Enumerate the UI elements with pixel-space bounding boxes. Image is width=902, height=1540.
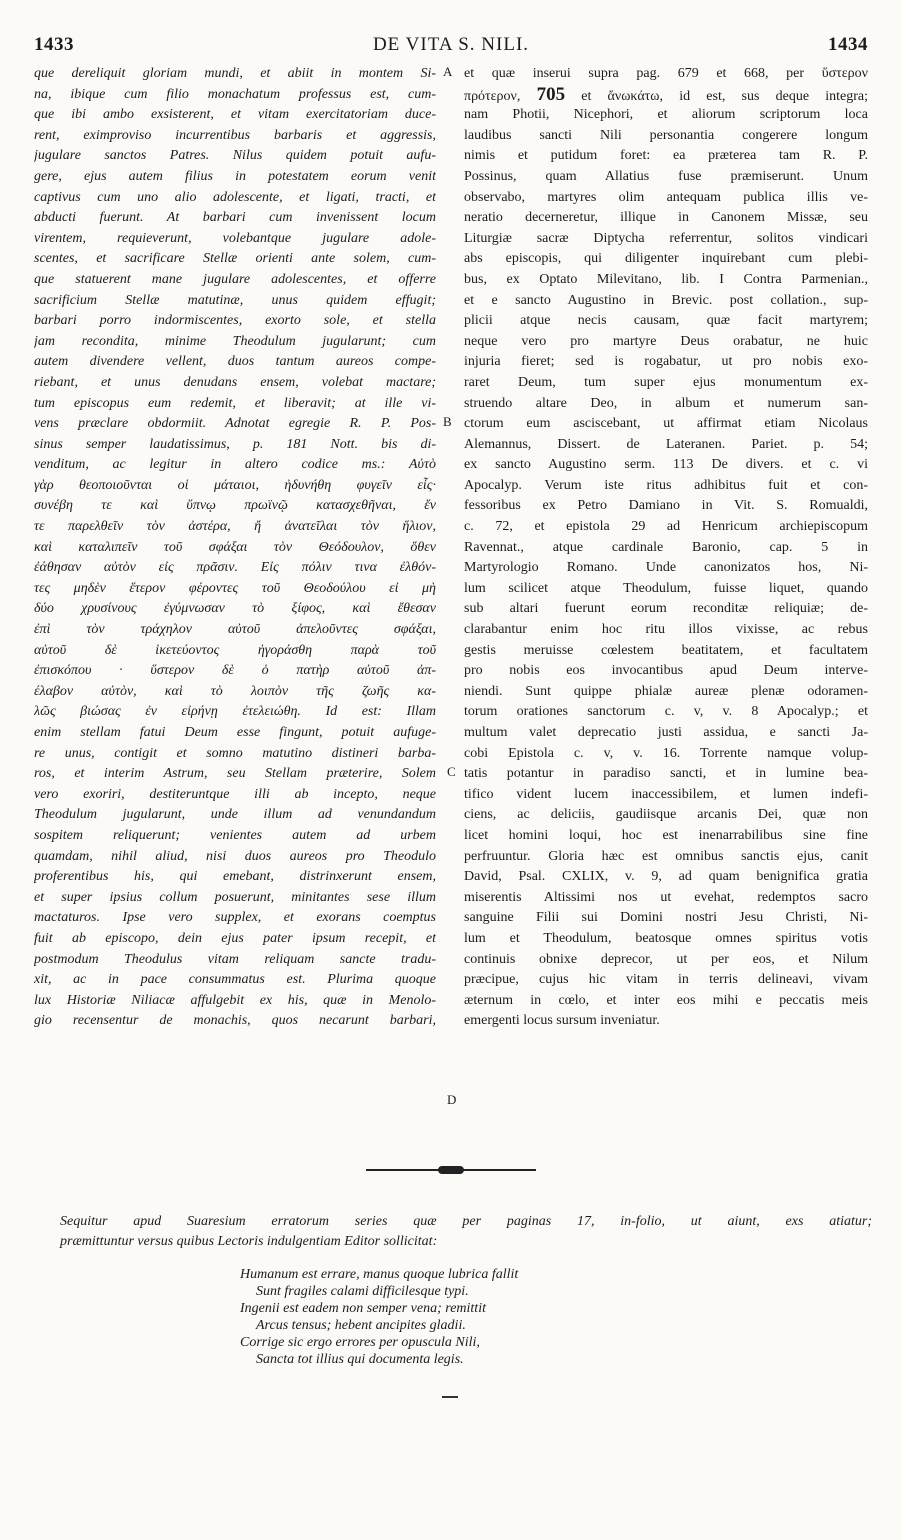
right-column-line: nimis et putidum foret: ea præterea tam R. P.	[464, 148, 868, 164]
left-column-line: na, ibique cum filio monachatum professus est, cum-	[34, 86, 436, 102]
right-column-line: cobi Epistola c. v, v. 16. Torrente namque volup-	[464, 745, 868, 761]
verse-line: Sancta tot illius qui documenta legis.	[256, 1352, 464, 1367]
left-column	[34, 64, 436, 1032]
right-column-line: niendi. Sunt quippe phialæ aureæ plenæ odoramen-	[464, 683, 868, 699]
right-column-line: David, Psal. CXLIX, v. 9, ad quam benignifica gratia	[464, 869, 868, 885]
left-column-line: que dereliquit gloriam mundi, et abiit in montem Si-	[34, 66, 436, 81]
left-column-line: έλαβον αὐτὸν, καὶ τὸ λοιπὸν τῆς ζωῆς κα-	[34, 683, 436, 699]
left-column-line: sinus semper laudatissimus, p. 181 Nott. bis di-	[34, 436, 436, 452]
margin-marker-c: C	[447, 764, 456, 779]
right-column-line: lum et Theodulum, beatosque omnes spiritus votis	[464, 930, 868, 946]
left-column-line: postmodum Theodulus vitam reliquam sancte tradu-	[34, 951, 436, 967]
left-column-line: sacrificium Stellæ matutinæ, unus quidem effugit;	[34, 292, 436, 308]
right-column-line: ciens, ac deliciis, gaudiisque arcanis Dei, quæ non	[464, 807, 868, 823]
right-column-line: sub altari fuerunt eorum reconditæ reliquiæ; de-	[464, 601, 868, 617]
right-column-line: ex sancto Augustino serm. 113 De divers. et c. vi	[464, 457, 868, 473]
left-column-line: tum episcopus eum redemit, et liberavit; at ille vi-	[34, 395, 436, 411]
right-column-line: pro nobis eos invocantibus apud Deum interve-	[464, 663, 868, 679]
left-column-line: scentes, et sacrificare Stellæ orienti ante solem, cum-	[34, 251, 436, 267]
right-column-line: gestis meruisse cœlestem beatitatem, et facultatem	[464, 642, 868, 658]
verse-line: Ingenii est eadem non semper vena; remittit	[240, 1301, 486, 1316]
left-column-line: jugulare sanctos Patres. Nilus quidem potuit aufu-	[34, 148, 436, 164]
page-number-left: 1433	[34, 34, 74, 55]
left-column-line: συνέβη τε καὶ ὕπνῳ πρωϊνῷ κατασχεθῆναι, ἔν	[34, 498, 436, 514]
margin-marker-b: B	[443, 414, 452, 429]
left-column-line: vero exoriri, destiteruntque illi ab incepto, neque	[34, 786, 436, 802]
left-column-line: mactaturos. Ipse vero supplex, et exorans coemptus	[34, 910, 436, 926]
right-column-line: observabo, martyres olim antequam publica illis ve-	[464, 189, 868, 205]
right-column-line: lum scilicet atque Theodulum, fuisse liquet, quando	[464, 580, 868, 596]
right-column-line: perfruuntur. Gloria hæc est omnibus sanctis ejus, canit	[464, 848, 868, 864]
left-column-line: xit, ac in pace consummatus est. Plurima quoque	[34, 972, 436, 988]
right-column-line: sanguine Filii sui Domini nostri Jesu Christi, Ni-	[464, 910, 868, 926]
left-column-line: virentem, requieverunt, volebantque jugulare adole-	[34, 230, 436, 246]
right-column-line: continuis obnixe deprecor, ut per eos, et Nilum	[464, 951, 868, 967]
right-column-line: Alemannus, Dissert. de Lateranen. Pariet. p. 54;	[464, 436, 868, 452]
right-column-line: abs episcopis, qui diligenter inquirebant cum plebi-	[464, 251, 868, 267]
right-column-line: Liturgiæ sacræ Diptycha referrentur, solitos vindicari	[464, 230, 868, 246]
left-column-line: riebant, et unus denudans ensem, volebat mactare;	[34, 374, 436, 390]
right-column-line: tifico vident lucem inaccessibilem, et lumen indefi-	[464, 786, 868, 802]
left-column-line: autem divendere vellent, duos tantum aureos compe-	[34, 354, 436, 370]
left-column-line: ἐάθησαν αὐτὸν εἰς πρᾶσιν. Εἰς πόλιν τινα ἐλθόν-	[34, 560, 436, 576]
right-column-line: bus, ex Optato Milevitano, lib. I Contra Parmenian.,	[464, 271, 868, 287]
left-column-line: que ibi ambo exsisterent, et vitam exercitatoriam duce-	[34, 107, 436, 123]
right-column-line: raret Deum, tum super ejus monumentum ex-	[464, 374, 868, 390]
column-number: 705	[536, 84, 566, 105]
left-column-line: fuit ab episcopo, dein ejus pater ipsum recepit, et	[34, 930, 436, 946]
right-column-line: Martyrologio Romano. Unde canonizatos hos, Ni-	[464, 560, 868, 576]
margin-marker-a: A	[443, 64, 453, 79]
right-column-line: laudibus sancti Nili personantia congerere longum	[464, 127, 868, 143]
page-header	[34, 34, 868, 60]
section-divider	[366, 1168, 536, 1172]
right-column-line: æternum in cœlo, et inter eos mihi e peccatis meis	[464, 992, 868, 1008]
left-column-line: enim stellam fatui Deum esse fingunt, potuit aufuge-	[34, 725, 436, 740]
left-column-line: αὐτοῦ δὲ ἱκετεύοντος ἠγοράσθη παρὰ τοῦ	[34, 642, 436, 658]
left-column-line: re unus, contigit et somno matutino distineri barba-	[34, 745, 436, 761]
left-column-line: γὰρ θεοποιοῦνται οἱ μάταιοι, ἠδυνήθη φυγεῖν εἷς·	[34, 477, 436, 493]
verse-line: Arcus tensus; hebent ancipites gladii.	[256, 1318, 466, 1333]
left-column-line: rent, eximproviso incurrentibus barbaris et aggressis,	[34, 127, 436, 143]
right-column-line: multum valet deprecatio justi assidua, e sancti Ja-	[464, 725, 868, 740]
right-column-line: Possinus, quam Allatius fuse præmiserunt. Unum	[464, 168, 868, 184]
right-column-line: Apocalyp. Verum iste ritus adhibitus fuit et con-	[464, 477, 868, 493]
left-column-line: δύο χρυσίνους ἐγύμνωσαν τὸ ξίφος, καὶ ἔθεσαν	[34, 601, 436, 617]
right-column	[464, 64, 868, 1032]
right-column-line: præcipue, cujus hic vitam in terris delineavi, vivam	[464, 972, 868, 988]
right-column-line: injuria fieret; sed is rogabatur, ut pro nobis exo-	[464, 354, 868, 370]
verse-line: Sunt fragiles calami difficilesque typi.	[256, 1284, 469, 1299]
notice-line: præmittuntur versus quibus Lectoris indulgentiam Editor sollicitat:	[60, 1234, 438, 1249]
notice-line: Sequitur apud Suaresium erratorum series quæ per paginas 17, in-folio, ut aiunt, exs atiatur;	[60, 1214, 872, 1229]
left-column-line: jam recondita, minime Theodulum jugularunt; cum	[34, 333, 436, 349]
left-column-line: ros, et interim Astrum, seu Stellam præterire, Solem	[34, 766, 436, 782]
left-column-line: ἐπισκόπου · ὕστερον δὲ ὁ πατὴρ αὐτοῦ ἀπ-	[34, 663, 436, 679]
running-title: DE VITA S. NILI.	[372, 34, 530, 55]
verse-line: Humanum est errare, manus quoque lubrica fallit	[240, 1267, 519, 1282]
left-column-line: ἐπὶ τὸν τράχηλον αὐτοῦ ἀπελοῦντες σφάξαι,	[34, 622, 436, 638]
right-column-line: et e sancto Augustino in Brevic. post collation., sup-	[464, 292, 868, 308]
left-column-line: lux Historiæ Niliacæ affulgebit ex his, quæ in Menolo-	[34, 992, 436, 1008]
right-column-line: neratio decerneretur, illique in Canonem Missæ, seu	[464, 210, 868, 226]
right-column-line: licet homini loqui, hoc est inenarrabilibus sine fine	[464, 827, 868, 843]
left-column-line: τες μηδὲν ἕτερον φέροντες τοῦ Θεοδούλου εἰ μὴ	[34, 580, 436, 596]
left-column-line: que statuerent mane jugulare adolescentes, et offerre	[34, 271, 436, 287]
right-column-line: tatis potantur in paradiso sancti, et in lumine bea-	[464, 766, 868, 782]
left-column-line: gere, ejus autem filius in potestatem eorum venit	[34, 168, 436, 184]
right-column-line: struendo altare Deo, in album et numerum san-	[464, 395, 868, 411]
left-column-line: sospitem reliquerunt; venientes autem ad urbem	[34, 827, 436, 843]
right-column-line: πρότερον, 705 et ἄνωκάτω, id est, sus deque integra;	[464, 84, 868, 105]
left-column-line: τε παρελθεῖν τὸν ἀστέρα, ἤ ἀνατεῖλαι τὸν ἥλιον,	[34, 519, 436, 535]
left-column-line: abducti fuerunt. At barbari cum invenissent locum	[34, 210, 436, 226]
right-column-line: ctorum eum asciscebant, ut affirmat etiam Nicolaus	[464, 416, 868, 432]
closing-dash	[442, 1396, 458, 1398]
left-column-line: Theodulum jugularunt, unde illum ad venundandum	[34, 807, 436, 823]
left-column-line: καὶ καταλιπεῖν τοῦ σφάξαι τὸν Θεόδουλον, ὅθεν	[34, 539, 436, 555]
margin-marker-d: D	[447, 1092, 457, 1107]
left-column-line: vens præclare obdormiit. Adnotat egregie R. P. Pos-	[34, 416, 436, 432]
left-column-line: barbari porro indormiscentes, exorto sole, et stella	[34, 313, 436, 329]
right-column-line: Ravennat., atque cardinale Baronio, cap. 5 in	[464, 539, 868, 555]
right-column-line: plicii atque necis causam, quæ facit martyrem;	[464, 313, 868, 329]
left-column-line: quamdam, nihil aliud, nisi duos aureos pro Theodulo	[34, 848, 436, 864]
right-column-line: emergenti locus sursum inveniatur.	[464, 1013, 660, 1029]
left-column-line: venditum, ac legitur in altero codice ms.: Αὐτὸ	[34, 457, 436, 473]
right-column-line: neque vero pro martyre Deus orabatur, ne huic	[464, 333, 868, 349]
right-column-line: miserentis Altissimi nos ut evehat, redemptos sacro	[464, 889, 868, 905]
left-column-line: λῶς βιώσας ἐν εἰρήνῃ ἐτελειώθη. Id est: Illam	[34, 704, 436, 720]
left-column-line: gio recensentur de monachis, quos necarunt barbari,	[34, 1013, 436, 1029]
right-column-line: et quæ inserui supra pag. 679 et 668, per ὕστερον	[464, 66, 868, 81]
right-column-line: clarabantur enim hoc ritu illos vixisse, ac rebus	[464, 622, 868, 638]
right-column-line: nam Photii, Nicephori, et aliorum scriptorum loca	[464, 107, 868, 123]
errata-verse	[240, 1266, 700, 1368]
verse-line: Corrige sic ergo errores per opuscula Nili,	[240, 1335, 480, 1350]
right-column-line: torum orationes sanctorum c. v, v. 8 Apocalyp.; et	[464, 704, 868, 720]
page-number-right: 1434	[828, 34, 868, 55]
errata-notice	[60, 1212, 872, 1252]
right-column-line: fessoribus ex Petro Damiano in Vit. S. Romualdi,	[464, 498, 868, 514]
left-column-line: et super ipsius collum posuerunt, minitantes sese illum	[34, 889, 436, 905]
left-column-line: captivus cum uno alio adolescente, et ligati, tracti, et	[34, 189, 436, 205]
right-column-line: c. 72, et epistola 29 ad Henricum archiepiscopum	[464, 519, 868, 535]
left-column-line: proferentibus his, qui emebant, distrinxerunt ensem,	[34, 869, 436, 885]
